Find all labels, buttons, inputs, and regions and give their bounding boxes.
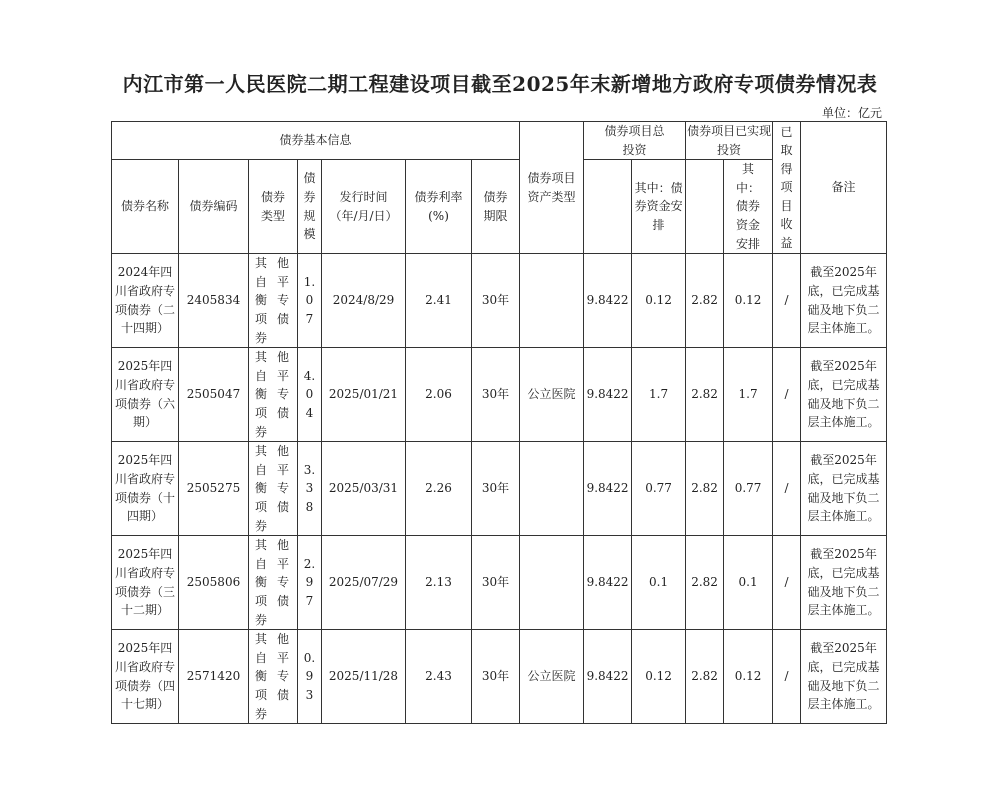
cell-asset-type: 公立医院	[520, 348, 584, 442]
cell-total-bond: 1.7	[632, 348, 686, 442]
cell-scale: 4.04	[298, 348, 322, 442]
cell-code: 2405834	[179, 254, 249, 348]
header-total-invest: 债券项目总投资	[584, 122, 686, 160]
cell-name: 2025年四川省政府专项债券（六期）	[112, 348, 179, 442]
table-row	[112, 442, 887, 536]
cell-type: 其他自平衡专项债券	[249, 254, 298, 348]
cell-income: /	[773, 254, 801, 348]
cell-total-bond: 0.12	[632, 630, 686, 724]
cell-income: /	[773, 348, 801, 442]
cell-realized: 2.82	[686, 254, 724, 348]
header-basic-info: 债券基本信息	[112, 122, 520, 160]
header-rate: 债券利率(%)	[406, 160, 472, 254]
cell-scale: 0.93	[298, 630, 322, 724]
cell-asset-type	[520, 254, 584, 348]
header-asset-type: 债券项目资产类型	[520, 122, 584, 254]
cell-total-bond: 0.77	[632, 442, 686, 536]
header-code: 债券编码	[179, 160, 249, 254]
cell-date: 2024/8/29	[322, 254, 406, 348]
cell-term: 30年	[472, 536, 520, 630]
header-total-spacer	[584, 160, 632, 254]
unit-label: 单位：亿元	[821, 106, 882, 120]
cell-name: 2025年四川省政府专项债券（十四期）	[112, 442, 179, 536]
page-title: 内江市第一人民医院二期工程建设项目截至2025年末新增地方政府专项债券情况表	[122, 72, 878, 96]
cell-scale: 1.07	[298, 254, 322, 348]
header-row-2	[112, 160, 887, 254]
table-row	[112, 348, 887, 442]
cell-code: 2571420	[179, 630, 249, 724]
cell-total-bond: 0.12	[632, 254, 686, 348]
header-row-1	[112, 122, 887, 160]
cell-total: 9.8422	[584, 348, 632, 442]
header-realized-bond: 其中：债券资金安排	[724, 160, 773, 254]
cell-note: 截至2025年底，已完成基础及地下负二层主体施工。	[801, 348, 887, 442]
cell-name: 2025年四川省政府专项债券（四十七期）	[112, 630, 179, 724]
cell-type: 其他自平衡专项债券	[249, 536, 298, 630]
cell-asset-type	[520, 442, 584, 536]
table-row	[112, 630, 887, 724]
cell-type: 其他自平衡专项债券	[249, 442, 298, 536]
cell-rate: 2.13	[406, 536, 472, 630]
cell-code: 2505275	[179, 442, 249, 536]
cell-date: 2025/03/31	[322, 442, 406, 536]
cell-realized-bond: 0.77	[724, 442, 773, 536]
header-type: 债券类型	[249, 160, 298, 254]
header-term: 债券期限	[472, 160, 520, 254]
cell-term: 30年	[472, 348, 520, 442]
cell-note: 截至2025年底，已完成基础及地下负二层主体施工。	[801, 442, 887, 536]
cell-asset-type	[520, 536, 584, 630]
table-row	[112, 254, 887, 348]
header-realized-spacer	[686, 160, 724, 254]
cell-realized: 2.82	[686, 442, 724, 536]
cell-total: 9.8422	[584, 630, 632, 724]
cell-realized-bond: 0.1	[724, 536, 773, 630]
cell-total: 9.8422	[584, 442, 632, 536]
header-total-bond: 其中：债券资金安排	[632, 160, 686, 254]
cell-asset-type: 公立医院	[520, 630, 584, 724]
cell-rate: 2.41	[406, 254, 472, 348]
cell-name: 2024年四川省政府专项债券（二十四期）	[112, 254, 179, 348]
cell-scale: 2.97	[298, 536, 322, 630]
header-name: 债券名称	[112, 160, 179, 254]
cell-income: /	[773, 442, 801, 536]
cell-term: 30年	[472, 254, 520, 348]
cell-date: 2025/01/21	[322, 348, 406, 442]
cell-type: 其他自平衡专项债券	[249, 630, 298, 724]
cell-realized-bond: 0.12	[724, 630, 773, 724]
cell-total: 9.8422	[584, 536, 632, 630]
header-note: 备注	[801, 122, 887, 254]
table-row	[112, 536, 887, 630]
cell-realized-bond: 0.12	[724, 254, 773, 348]
cell-date: 2025/07/29	[322, 536, 406, 630]
cell-rate: 2.43	[406, 630, 472, 724]
cell-note: 截至2025年底，已完成基础及地下负二层主体施工。	[801, 536, 887, 630]
cell-rate: 2.06	[406, 348, 472, 442]
cell-term: 30年	[472, 630, 520, 724]
cell-income: /	[773, 536, 801, 630]
cell-total-bond: 0.1	[632, 536, 686, 630]
header-income: 已取得项目收益	[773, 122, 801, 254]
cell-code: 2505047	[179, 348, 249, 442]
cell-rate: 2.26	[406, 442, 472, 536]
cell-note: 截至2025年底，已完成基础及地下负二层主体施工。	[801, 630, 887, 724]
cell-realized-bond: 1.7	[724, 348, 773, 442]
cell-name: 2025年四川省政府专项债券（三十二期）	[112, 536, 179, 630]
cell-note: 截至2025年底，已完成基础及地下负二层主体施工。	[801, 254, 887, 348]
cell-scale: 3.38	[298, 442, 322, 536]
cell-realized: 2.82	[686, 630, 724, 724]
bond-table	[111, 121, 887, 724]
cell-income: /	[773, 630, 801, 724]
cell-realized: 2.82	[686, 536, 724, 630]
header-issue-date: 发行时间（年/月/日）	[322, 160, 406, 254]
cell-total: 9.8422	[584, 254, 632, 348]
cell-realized: 2.82	[686, 348, 724, 442]
cell-type: 其他自平衡专项债券	[249, 348, 298, 442]
cell-date: 2025/11/28	[322, 630, 406, 724]
header-realized-invest: 债券项目已实现投资	[686, 122, 773, 160]
header-scale: 债券规模	[298, 160, 322, 254]
cell-term: 30年	[472, 442, 520, 536]
cell-code: 2505806	[179, 536, 249, 630]
